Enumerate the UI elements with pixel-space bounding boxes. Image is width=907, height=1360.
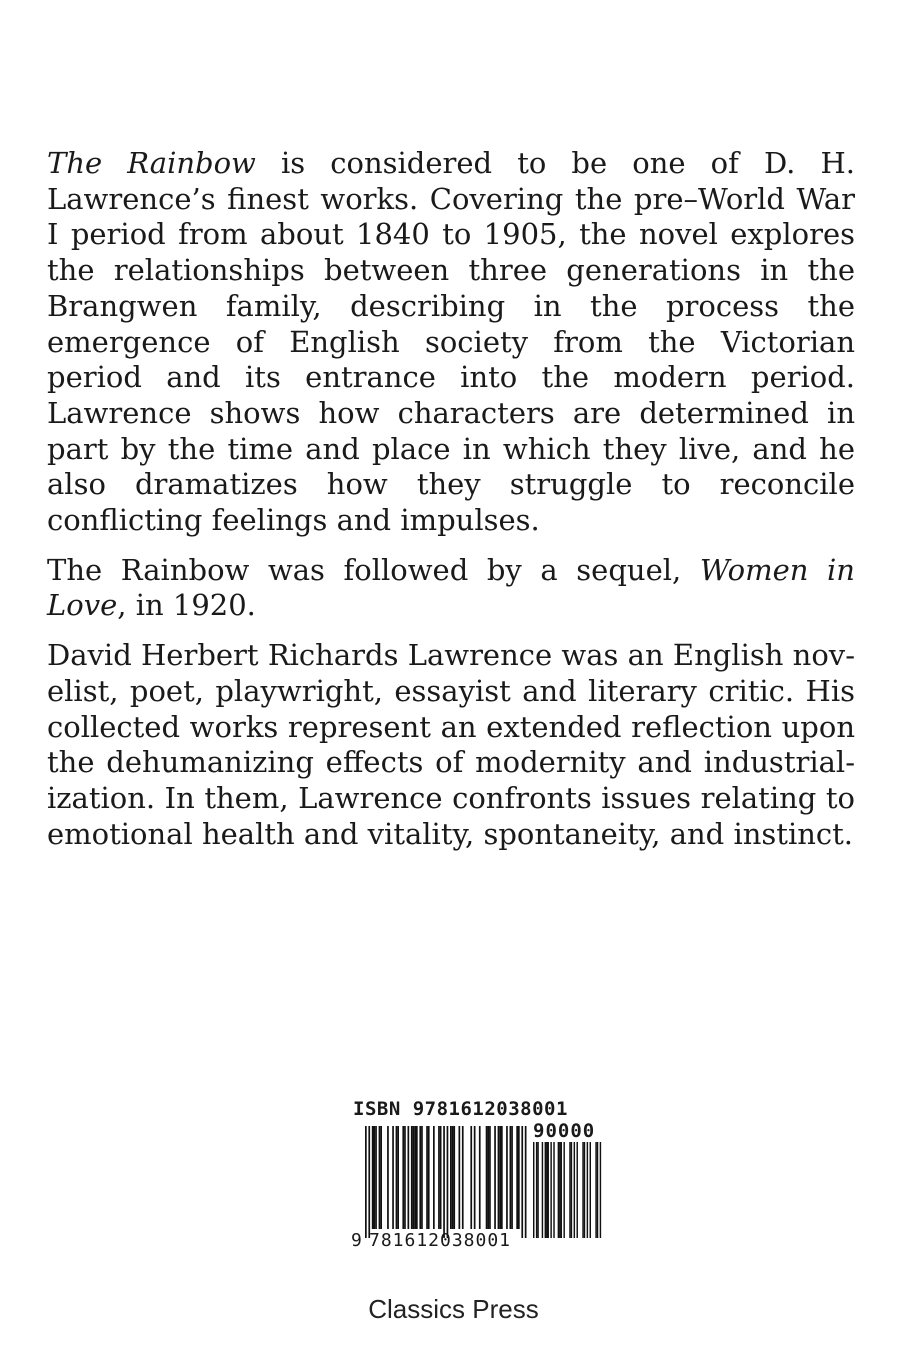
isbn-label: ISBN 9781612038001 bbox=[353, 1098, 568, 1120]
isbn-barcode bbox=[347, 1098, 607, 1258]
sequel-text-after: , in 1920. bbox=[117, 588, 256, 623]
sequel-paragraph bbox=[47, 553, 855, 624]
barcode-guard-bar bbox=[525, 1126, 527, 1238]
barcode-bar bbox=[413, 1126, 415, 1229]
barcode-bar bbox=[499, 1126, 501, 1229]
barcode-bar bbox=[450, 1126, 452, 1229]
addon-bar bbox=[550, 1142, 551, 1238]
barcode-bar bbox=[440, 1126, 442, 1229]
barcode-bar bbox=[380, 1126, 382, 1229]
barcode-bar bbox=[462, 1126, 464, 1229]
addon-bar bbox=[595, 1142, 596, 1238]
barcode-bar bbox=[438, 1126, 440, 1229]
barcode-bar bbox=[511, 1126, 513, 1229]
barcode-digit-first: 9 bbox=[351, 1230, 362, 1251]
barcode-bar bbox=[516, 1126, 518, 1229]
addon-bar bbox=[584, 1142, 585, 1238]
barcode-bar bbox=[487, 1126, 489, 1229]
addon-bar bbox=[561, 1142, 562, 1238]
barcode-bar bbox=[402, 1126, 404, 1229]
addon-bar bbox=[553, 1142, 554, 1238]
barcode-guard-bar bbox=[368, 1126, 370, 1238]
addon-bar bbox=[571, 1142, 572, 1238]
barcode-bar bbox=[510, 1126, 512, 1229]
barcode-bar bbox=[426, 1126, 428, 1229]
barcode-bar bbox=[474, 1126, 476, 1229]
barcode-digits-right: 038001 bbox=[440, 1230, 512, 1251]
barcode-bar bbox=[379, 1126, 381, 1229]
addon-bar bbox=[563, 1142, 564, 1238]
barcode-bar bbox=[414, 1126, 416, 1229]
barcode-bar bbox=[416, 1126, 418, 1229]
barcode-bar bbox=[479, 1126, 481, 1229]
barcode-bar bbox=[408, 1126, 410, 1229]
barcode-bar bbox=[419, 1126, 421, 1229]
book-title-italic: The Rainbow bbox=[47, 146, 256, 180]
barcode-bar bbox=[498, 1126, 500, 1229]
barcode-bar bbox=[421, 1126, 423, 1229]
sequel-text-before: The Rainbow was followed by a sequel, bbox=[47, 552, 700, 587]
barcode-bar bbox=[397, 1126, 399, 1229]
addon-bar bbox=[542, 1142, 543, 1238]
addon-bar bbox=[546, 1142, 547, 1238]
barcode-bar bbox=[374, 1126, 376, 1229]
barcode-bar bbox=[433, 1126, 435, 1229]
barcode-bar bbox=[470, 1126, 472, 1229]
addon-bar bbox=[545, 1142, 546, 1238]
addon-bar bbox=[559, 1142, 560, 1238]
description-paragraph bbox=[47, 146, 855, 539]
addon-bar bbox=[600, 1142, 601, 1238]
addon-bar bbox=[587, 1142, 588, 1238]
barcode-bar bbox=[489, 1126, 491, 1229]
addon-bar bbox=[597, 1142, 598, 1238]
barcode-bar bbox=[486, 1126, 488, 1229]
barcode-bar bbox=[396, 1126, 398, 1229]
sequel-title-italic: Women in Love bbox=[47, 552, 855, 623]
barcode-guard-bar bbox=[447, 1126, 449, 1238]
back-cover-blurb bbox=[47, 146, 855, 866]
barcode-bar bbox=[452, 1126, 454, 1229]
publisher-name: Classics Press bbox=[368, 1294, 539, 1324]
barcode-digits-left: 781612 bbox=[369, 1230, 441, 1251]
addon-bar bbox=[577, 1142, 578, 1238]
barcode-guard-bar bbox=[443, 1126, 445, 1238]
author-bio-text: David Herbert Richards Lawrence was an English novelist, poet, playwright, essayist and literary critic. His collected works represent an extended reflection upon the dehumanizing effects of modernity and industrialization. In them, Lawrence confronts issues relating to emotional health and vitality, spontaneity, and instinct. bbox=[47, 638, 855, 851]
barcode-bar bbox=[428, 1126, 430, 1229]
addon-bar bbox=[574, 1142, 575, 1238]
barcode-bar bbox=[459, 1126, 461, 1229]
barcode-bar bbox=[506, 1126, 508, 1229]
barcode-bar bbox=[404, 1126, 406, 1229]
barcode-bar bbox=[411, 1126, 413, 1229]
addon-bar bbox=[582, 1142, 583, 1238]
barcode-bar bbox=[494, 1126, 496, 1229]
barcode-bar bbox=[372, 1126, 374, 1229]
barcode-bar bbox=[392, 1126, 394, 1229]
addon-bar bbox=[537, 1142, 538, 1238]
addon-bar bbox=[536, 1142, 537, 1238]
addon-bar bbox=[590, 1142, 591, 1238]
barcode-guard-bar bbox=[365, 1126, 367, 1238]
description-text: is considered to be one of D. H. Lawrence’s finest works. Covering the pre–World War I period from about 1840 to 1905, the novel explores the relationships between three generations in the Brangwen family, describing in the process the emergence of English society from the Victorian period and its entrance into the modern period. Lawrence shows how characters are determined in part by the time and place in which they live, and he also dramatizes how they struggle to reconcile conflicting feelings and impulses. bbox=[47, 146, 855, 538]
barcode-addon-price: 90000 bbox=[533, 1120, 596, 1142]
addon-bar bbox=[558, 1142, 559, 1238]
addon-bar bbox=[548, 1142, 549, 1238]
barcode-guard-bar bbox=[521, 1126, 523, 1238]
barcode-bar bbox=[375, 1126, 377, 1229]
barcode-bar bbox=[453, 1126, 455, 1229]
barcode-bar bbox=[518, 1126, 520, 1229]
addon-bar bbox=[533, 1142, 534, 1238]
author-bio-paragraph bbox=[47, 638, 855, 852]
addon-bar bbox=[569, 1142, 570, 1238]
barcode-bar bbox=[387, 1126, 389, 1229]
barcode-bar bbox=[501, 1126, 503, 1229]
